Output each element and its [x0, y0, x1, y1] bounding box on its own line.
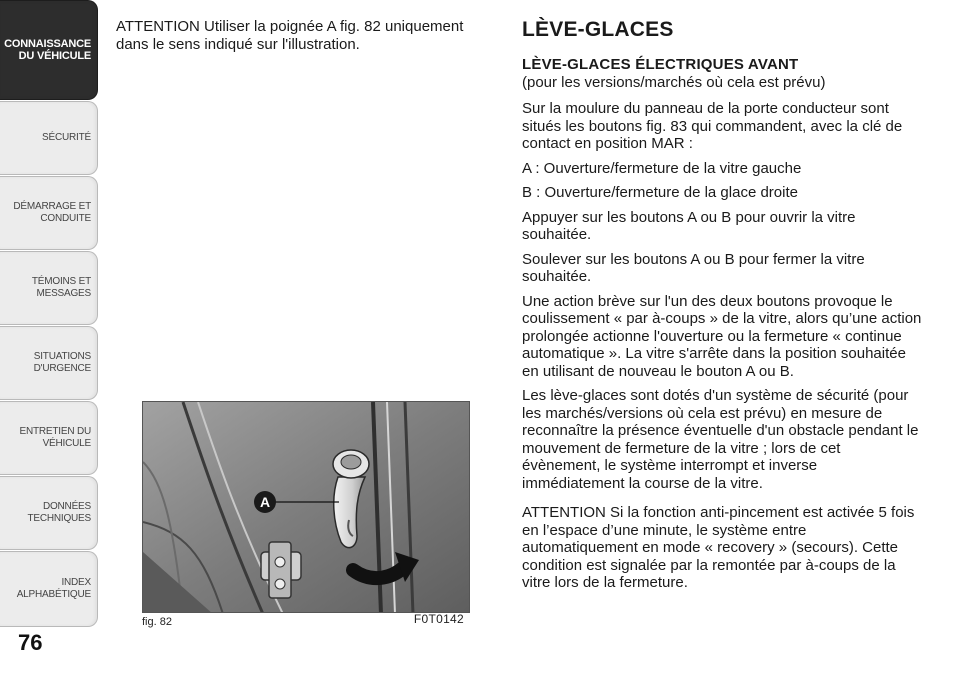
- subsection-note: (pour les versions/marchés où cela est prévu): [522, 74, 826, 91]
- figure-caption: [142, 612, 470, 628]
- figure-label: fig. 82: [142, 616, 172, 628]
- left-column: [116, 18, 486, 54]
- paragraph: B : Ouverture/fermeture de la glace droite: [522, 184, 798, 201]
- tab-securite[interactable]: [0, 101, 98, 175]
- tab-label: DÉMARRAGE ET CONDUITE: [13, 201, 91, 224]
- tab-label: TÉMOINS ET MESSAGES: [31, 276, 91, 299]
- tab-label: INDEX ALPHABÉTIQUE: [16, 577, 91, 600]
- tab-index-alphabetique[interactable]: [0, 551, 98, 627]
- tab-label: SÉCURITÉ: [42, 132, 91, 143]
- tab-label: DONNÉES TECHNIQUES: [27, 501, 91, 524]
- door-handle-illustration: [143, 402, 470, 613]
- attention-note: ATTENTION Si la fonction anti-pincement est activée 5 fois en l’espace d’une minute, le système entre automatiquement en mode « recovery » (secours). Cette condition est signalée par la remontée par à-coups de la vitre lors de la fermeture.: [522, 504, 915, 591]
- paragraph: Sur la moulure du panneau de la porte conducteur sont situés les boutons fig. 83 qui commandent, avec la clé de contact en position MAR :: [522, 100, 903, 152]
- paragraph: A : Ouverture/fermeture de la vitre gauche: [522, 159, 802, 177]
- tab-demarrage-et-conduite[interactable]: [0, 176, 98, 250]
- paragraph: Soulever sur les boutons A ou B pour fermer la vitre souhaitée.: [522, 250, 865, 285]
- page-number: 76: [18, 630, 43, 655]
- tab-connaissance-du-vehicule[interactable]: [0, 0, 98, 100]
- figure-code: F0T0142: [413, 612, 464, 626]
- section-title: LÈVE-GLACES: [522, 18, 674, 41]
- right-column: [522, 18, 922, 599]
- chapter-sidebar: [0, 0, 100, 630]
- tab-situations-d-urgence[interactable]: [0, 326, 98, 400]
- paragraph: Les lève-glaces sont dotés d'un système de sécurité (pour les marchés/versions où cela est prévu) en mesure de reconnaître la présence éventuelle d'un obstacle pendant le mouvement de fermeture de la vitre ; lors de cet évènement, le système interrompt et inverse immédiatement la course de la vitre.: [522, 387, 919, 492]
- tab-entretien-du-vehicule[interactable]: [0, 401, 98, 475]
- paragraph: Une action brève sur l'un des deux boutons provoque le coulissement « par à-coups » de la vitre, alors qu’une action prolongée actionne l'ouverture ou la fermeture « continue automatique ». La vitre s'arrête dans la position souhaitée en utilisant de nouveau le bouton A ou B.: [522, 292, 922, 380]
- figure-82: [142, 401, 470, 613]
- tab-label: ENTRETIEN DU VÉHICULE: [19, 426, 91, 449]
- tab-temoins-et-messages[interactable]: [0, 251, 98, 325]
- tab-donnees-techniques[interactable]: [0, 476, 98, 550]
- subsection-title: LÈVE-GLACES ÉLECTRIQUES AVANT: [522, 56, 799, 73]
- tab-label: CONNAISSANCE DU VÉHICULE: [4, 38, 91, 62]
- paragraph: Appuyer sur les boutons A ou B pour ouvrir la vitre souhaitée.: [522, 208, 856, 243]
- callout-marker-label: A: [259, 494, 271, 510]
- tab-label: SITUATIONS D'URGENCE: [33, 351, 91, 374]
- attention-note: ATTENTION Utiliser la poignée A fig. 82 uniquement dans le sens indiqué sur l'illustration.: [116, 18, 464, 53]
